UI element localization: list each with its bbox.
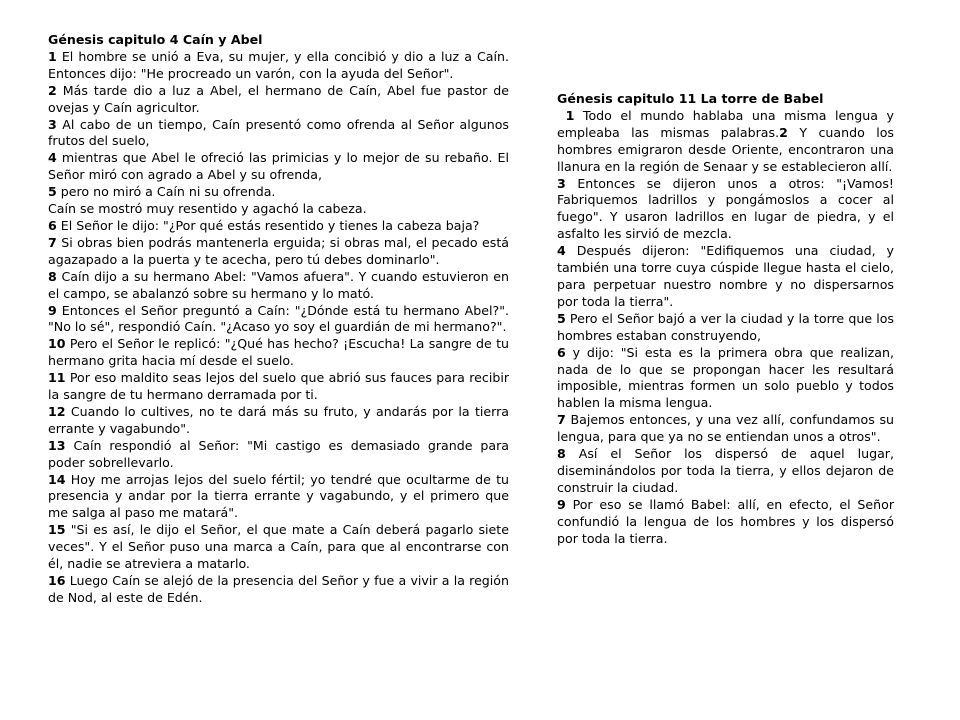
genesis-4-verses (48, 49, 509, 607)
verse-paragraph (48, 117, 509, 151)
verse-text: Caín se mostró muy resentido y agachó la cabeza. (48, 201, 367, 217)
indent-space (557, 108, 566, 123)
verse-text: Pero el Señor le replicó: "¿Qué has hecho? ¡Escucha! La sangre de tu hermano grita hacia mí desde el suelo. (48, 336, 509, 369)
verse-number: 4 (48, 150, 57, 166)
verse-number: 8 (557, 446, 566, 462)
verse-text: Hoy me arrojas lejos del suelo fértil; yo tendré que ocultarme de tu presencia y andar por la tierra errante y vagabundo, y el primero que me salga al paso me matará". (48, 471, 509, 521)
verse-number: 15 (48, 522, 66, 538)
verse-paragraph (557, 176, 894, 244)
verse-number: 12 (48, 403, 66, 419)
verse-text: Caín dijo a su hermano Abel: "Vamos afuera". Y cuando estuvieron en el campo, se abalanzó sobre su hermano y lo mató. (48, 268, 509, 301)
verse-paragraph (557, 108, 894, 176)
verse-paragraph (557, 412, 894, 446)
verse-number: 10 (48, 336, 66, 352)
verse-text: Más tarde dio a luz a Abel, el hermano de Caín, Abel fue pastor de ovejas y Caín agricultor. (48, 82, 509, 115)
verse-paragraph (48, 201, 509, 218)
verse-paragraph (48, 336, 509, 370)
verse-number: 1 (565, 107, 575, 123)
verse-number: 7 (48, 234, 57, 250)
verse-paragraph (48, 269, 509, 303)
verse-paragraph (48, 83, 509, 117)
verse-text: Entonces se dijeron unos a otros: "¡Vamos! Fabriquemos ladrillos y pongámoslos a cocer al fuego". Y usaron ladrillos en lugar de piedra, y el asfalto les sirvió de mezcla. (557, 175, 894, 242)
verse-text: Y cuando los hombres emigraron desde Oriente, encontraron una llanura en la región de Senaar y se establecieron allí. (557, 124, 894, 174)
verse-paragraph (48, 573, 509, 607)
verse-paragraph (557, 446, 894, 497)
verse-number: 3 (48, 116, 57, 132)
verse-number: 1 (48, 48, 57, 64)
verse-paragraph (48, 522, 509, 573)
verse-number: 11 (48, 370, 66, 386)
genesis-11-column (557, 91, 894, 547)
verse-text: Luego Caín se alejó de la presencia del Señor y fue a vivir a la región de Nod, al este de Edén. (48, 573, 509, 605)
verse-text: Bajemos entonces, y una vez allí, confundamos su lengua, para que ya no se entiendan unos a otros". (557, 412, 894, 445)
verse-number: 13 (48, 437, 66, 453)
verse-paragraph (48, 404, 509, 438)
verse-paragraph (48, 49, 509, 83)
verse-paragraph (48, 150, 509, 184)
verse-number: 6 (48, 217, 57, 233)
verse-paragraph (48, 184, 509, 201)
verse-text: Después dijeron: "Edifiquemos una ciudad, y también una torre cuya cúspide llegue hasta el cielo, para perpetuar nuestro nombre y no dispersarnos por toda la tierra". (557, 243, 894, 309)
verse-number: 4 (557, 243, 566, 259)
verse-number: 14 (48, 471, 66, 487)
verse-paragraph (48, 235, 509, 269)
verse-text: Al cabo de un tiempo, Caín presentó como ofrenda al Señor algunos frutos del suelo, (48, 116, 509, 149)
verse-paragraph (557, 497, 894, 548)
verse-text: "Si es así, le dijo el Señor, el que mate a Caín deberá pagarlo siete veces". Y el Señor puso una marca a Caín, para que al encontrarse con él, nadie se atreviera a matarlo. (48, 522, 509, 572)
verse-number: 5 (557, 310, 566, 326)
verse-text: El Señor le dijo: "¿Por qué estás resentido y tienes la cabeza baja? (56, 217, 480, 233)
verse-number: 5 (48, 184, 57, 200)
verse-number: 9 (48, 302, 57, 318)
verse-number: 6 (557, 344, 566, 360)
verse-number: 2 (779, 124, 788, 140)
verse-text: Por eso se llamó Babel: allí, en efecto, el Señor confundió la lengua de los hombres y los dispersó por toda la tierra. (557, 496, 894, 546)
verse-text: y dijo: "Si esta es la primera obra que realizan, nada de lo que se propongan hacer les resultará imposible, mientras formen un solo pueblo y todos hablen la misma lengua. (557, 344, 894, 411)
genesis-4-column (48, 32, 509, 607)
verse-paragraph (557, 311, 894, 345)
verse-text: Entonces el Señor preguntó a Caín: "¿Dónde está tu hermano Abel?". "No lo sé", respondió Caín. "¿Acaso yo soy el guardián de mi hermano?". (48, 302, 509, 335)
verse-text: Cuando lo cultives, no te dará más su fruto, y andarás por la tierra errante y vagabundo". (48, 403, 509, 436)
verse-number: 3 (557, 175, 566, 191)
verse-paragraph (557, 345, 894, 413)
verse-paragraph (48, 472, 509, 523)
verse-text: Si obras bien podrás mantenerla erguida; si obras mal, el pecado está agazapado a la puerta y te acecha, pero tú debes dominarlo". (48, 234, 509, 267)
verse-paragraph (48, 438, 509, 472)
verse-number: 8 (48, 268, 57, 284)
verse-paragraph (48, 218, 509, 235)
verse-text: Así el Señor los dispersó de aquel lugar, diseminándolos por toda la tierra, y ellos dejaron de construir la ciudad. (557, 446, 894, 495)
verse-number: 9 (557, 496, 566, 512)
verse-number: 16 (48, 573, 66, 588)
verse-text: Por eso maldito seas lejos del suelo que abrió sus fauces para recibir la sangre de tu hermano derramada por ti. (48, 370, 509, 403)
verse-text: Todo el mundo hablaba una misma lengua y empleaba las mismas palabras. (557, 107, 894, 140)
genesis-4-heading: Génesis capitulo 4 Caín y Abel (48, 32, 263, 47)
verse-text: Pero el Señor bajó a ver la ciudad y la torre que los hombres estaban construyendo, (557, 310, 894, 343)
verse-text: El hombre se unió a Eva, su mujer, y ella concibió y dio a luz a Caín. Entonces dijo: "He procreado un varón, con la ayuda del Señor". (48, 48, 509, 81)
verse-paragraph (48, 370, 509, 404)
verse-text: Caín respondió al Señor: "Mi castigo es demasiado grande para poder sobrellevarlo. (48, 437, 509, 470)
genesis-11-heading: Génesis capitulo 11 La torre de Babel (557, 91, 824, 106)
verse-text: pero no miró a Caín ni su ofrenda. (56, 184, 276, 200)
verse-paragraph (48, 303, 509, 337)
verse-number: 7 (557, 412, 566, 428)
verse-number: 2 (48, 82, 57, 98)
verse-text: mientras que Abel le ofreció las primicias y lo mejor de su rebaño. El Señor miró con agrado a Abel y su ofrenda, (48, 150, 509, 183)
genesis-11-verses (557, 108, 894, 548)
verse-paragraph (557, 243, 894, 311)
